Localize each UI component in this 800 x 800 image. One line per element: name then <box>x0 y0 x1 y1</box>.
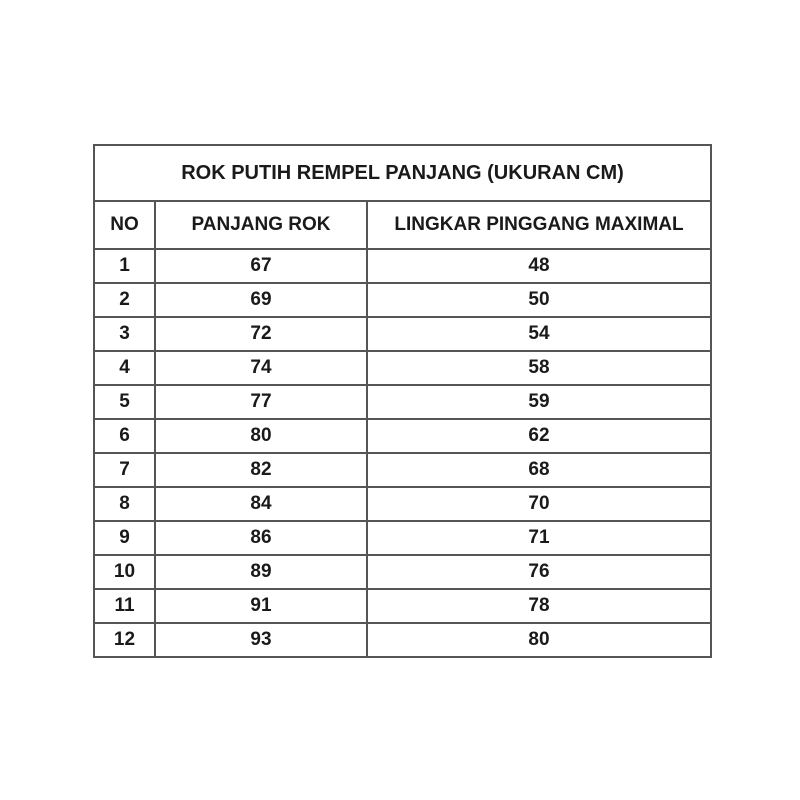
cell-no: 7 <box>94 453 155 487</box>
cell-max-waist: 58 <box>367 351 711 385</box>
cell-no: 3 <box>94 317 155 351</box>
cell-no: 8 <box>94 487 155 521</box>
table-row <box>94 487 711 521</box>
cell-skirt-length: 77 <box>155 385 367 419</box>
table-row <box>94 351 711 385</box>
cell-max-waist: 76 <box>367 555 711 589</box>
table-row <box>94 385 711 419</box>
header-row <box>94 201 711 249</box>
cell-skirt-length: 69 <box>155 283 367 317</box>
title-row <box>94 145 711 201</box>
header-skirt-length: PANJANG ROK <box>155 201 367 249</box>
cell-skirt-length: 86 <box>155 521 367 555</box>
header-max-waist: LINGKAR PINGGANG MAXIMAL <box>367 201 711 249</box>
cell-max-waist: 62 <box>367 419 711 453</box>
table-row <box>94 589 711 623</box>
table-row <box>94 623 711 657</box>
cell-max-waist: 71 <box>367 521 711 555</box>
cell-no: 2 <box>94 283 155 317</box>
cell-no: 1 <box>94 249 155 283</box>
cell-skirt-length: 74 <box>155 351 367 385</box>
table-row <box>94 453 711 487</box>
table-row <box>94 283 711 317</box>
cell-max-waist: 54 <box>367 317 711 351</box>
cell-max-waist: 80 <box>367 623 711 657</box>
cell-skirt-length: 67 <box>155 249 367 283</box>
cell-max-waist: 68 <box>367 453 711 487</box>
cell-no: 5 <box>94 385 155 419</box>
table-row <box>94 521 711 555</box>
cell-max-waist: 78 <box>367 589 711 623</box>
cell-skirt-length: 80 <box>155 419 367 453</box>
table-row <box>94 419 711 453</box>
cell-no: 11 <box>94 589 155 623</box>
cell-skirt-length: 93 <box>155 623 367 657</box>
cell-no: 9 <box>94 521 155 555</box>
table-row <box>94 555 711 589</box>
cell-max-waist: 50 <box>367 283 711 317</box>
cell-max-waist: 59 <box>367 385 711 419</box>
header-no: NO <box>94 201 155 249</box>
cell-skirt-length: 84 <box>155 487 367 521</box>
table-body <box>94 249 711 657</box>
cell-max-waist: 48 <box>367 249 711 283</box>
cell-skirt-length: 91 <box>155 589 367 623</box>
cell-skirt-length: 89 <box>155 555 367 589</box>
cell-no: 4 <box>94 351 155 385</box>
cell-max-waist: 70 <box>367 487 711 521</box>
cell-skirt-length: 82 <box>155 453 367 487</box>
cell-no: 12 <box>94 623 155 657</box>
table-row <box>94 317 711 351</box>
table-title: ROK PUTIH REMPEL PANJANG (UKURAN CM) <box>94 145 711 201</box>
cell-no: 6 <box>94 419 155 453</box>
cell-skirt-length: 72 <box>155 317 367 351</box>
table-row <box>94 249 711 283</box>
size-chart-table <box>93 144 712 658</box>
cell-no: 10 <box>94 555 155 589</box>
